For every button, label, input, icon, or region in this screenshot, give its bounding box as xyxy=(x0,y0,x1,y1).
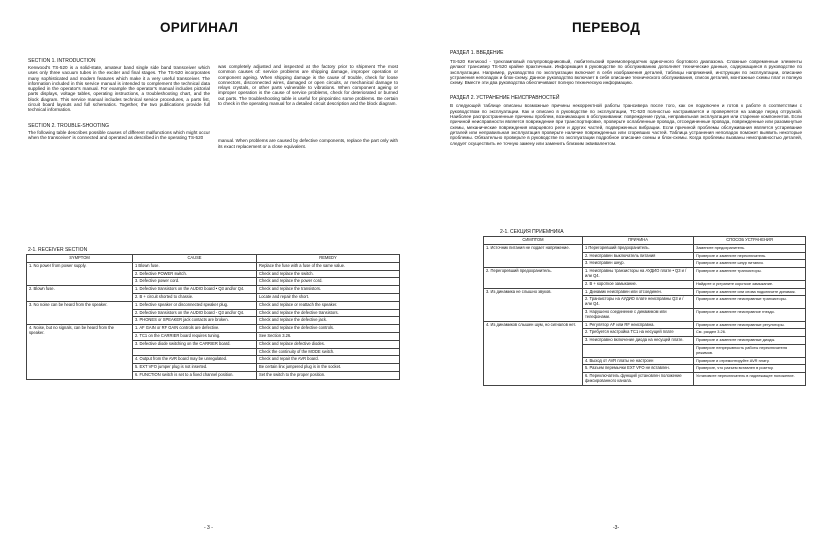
table-row xyxy=(27,301,400,309)
remedy-cell: Найдите и устраните короткое замыкание. xyxy=(694,280,806,288)
right-section2-text: В следующей таблице описаны возможные причины некорректной работы трансивера после того, как он подключен и готов к работе в соответствии с руководством по эксплуатации. Как и описано в руководстве по эксплуатации, TC-520 полностью настраивается и проверяется на заводе перед отгрузкой. Наиболее распространенные причины проблем, возникающих в обслуживании: повреждение груза, неправильная эксплуатация или старение компонентов. Если причиной неисправности является повреждение при транспортировке, проверьте ослабленные провода, отсоединенные провода, поврежденные или разомкнутые схемы, механические повреждения кварцевого реле и других частей, подверженных вибрации. Если причиной проблемы обслуживания является устаревание деталей или неправильная эксплуатация проверьте наличие поврежденных или сгоревших частей. Таблица устранения неполадок поможет выявить некоторые проблемы. Обязательно проверьте в руководстве по эксплуатации подробное описание схемы и блок-схемы. Когда проблемы вызваны неисправностью деталей, следует осуществить ее точную замену или заменить близким эквивалентом. xyxy=(450,103,802,146)
remedy-cell: Замените предохранитель. xyxy=(694,244,806,252)
cause-cell: 3. Defective diode switching on the CARRIER board. xyxy=(133,340,257,348)
cause-cell: 1 Blown fuse. xyxy=(133,262,257,270)
right-receiver-table xyxy=(483,236,806,386)
cause-cell: 3. Нарушено соединение с динамиком или телефонами. xyxy=(583,308,694,321)
cause-cell: 2. Defective transistors on the AUDIO board - Q3 and/or Q4. xyxy=(133,309,257,317)
remedy-cell: Проверьте непрерывность работы переключателя режимов. xyxy=(694,344,806,357)
right-table-title-text: 2-1. СЕКЦИЯ ПРИЕМНИКА xyxy=(500,229,564,235)
symptom-cell: 4. Noise, but no signals, can be heard from the speaker. xyxy=(27,325,133,380)
remedy-cell: Check and repair the AVR board. xyxy=(257,356,400,364)
remedy-cell: Проверьте и замените неисправные транзисторы. xyxy=(694,296,806,309)
remedy-cell: Locate and repair the short. xyxy=(257,293,400,301)
remedy-cell: Проверьте, что разъем вставлен в розетку. xyxy=(694,365,806,373)
translation-header: ПЕРЕВОД xyxy=(572,20,641,35)
right-section1-title: РАЗДЕЛ 1. ВВЕДЕНИЕ xyxy=(450,50,504,56)
cause-cell: 3. Неисправно включение диода на несущей плате. xyxy=(583,337,694,345)
cause-cell: 3. Defective power cord. xyxy=(133,278,257,286)
right-section1-text: TS-520 Kenwood - трехламповый полупроводниковый, любительский приемопередатчик одиночного бортового диапазона. Сложные современные элементы делают трансивер TS-520 крайне практичным. Информация в руководстве по обслуживанию дополняет технические данные, содержащиеся в руководстве по эксплуатации. Например, руководство по эксплуатации включает в себя изображения деталей, таблицы напряжений, инструкции по эксплуатации, описание устранения неполадок и блок-схему. Данное руководство включает в себя описание технического обслуживания, список деталей, монтажные схемы плат и полную схему. Вместе эти два руководства обеспечивают полную техническую информацию. xyxy=(450,59,802,86)
remedy-cell: Проверьте и замените неисправные регуляторы. xyxy=(694,321,806,329)
symptom-cell: 4. Из динамиков слышен шум, но сигналов нет. xyxy=(484,321,583,385)
remedy-cell: Check and replace the defective controls. xyxy=(257,325,400,333)
remedy-cell: Проверьте и замените транзисторы. xyxy=(694,268,806,281)
remedy-cell: Check and replace defective diodes. xyxy=(257,340,400,348)
remedy-cell: Set the switch to the proper position. xyxy=(257,371,400,379)
cause-cell: 4. Выход от AVR платы не настроен xyxy=(583,357,694,365)
remedy-cell: Check and replace the defective transistors. xyxy=(257,309,400,317)
table-row xyxy=(484,288,806,296)
cause-cell: 4. Output from the AVR board may be unregulated. xyxy=(133,356,257,364)
table-header-row xyxy=(27,255,400,263)
left-table-title-text: 2-1. RECEIVER SECTION xyxy=(28,247,88,253)
symptom-cell: 1. Источник питания не подает напряжение. xyxy=(484,244,583,267)
remedy-cell: Проверьте и замените переключатель. xyxy=(694,252,806,260)
left-section2-text-cont: manual. When problems are caused by defective components, replace the part only with its exact replacement or a close equivalent. xyxy=(218,138,398,149)
remedy-cell: See Section 3.26. xyxy=(257,332,400,340)
symptom-cell: 1. No power from power supply. xyxy=(27,262,133,285)
remedy-cell: Проверьте и замените неисправное гнездо. xyxy=(694,308,806,321)
table-row xyxy=(484,321,806,329)
header-cell: CAUSE xyxy=(133,255,257,263)
remedy-cell: Replace the fuse with a fuse of the same value. xyxy=(257,262,400,270)
left-receiver-table xyxy=(26,254,400,380)
remedy-cell: Проверьте и замените шнур питания. xyxy=(694,260,806,268)
remedy-cell: Check and replace the switch. xyxy=(257,270,400,278)
right-table-title xyxy=(500,229,564,236)
cause-cell: 3. Неисправен шнур. xyxy=(583,260,694,268)
remedy-cell: Check and replace or reattach the speaker. xyxy=(257,301,400,309)
header-cell: REMEDY xyxy=(257,255,400,263)
cause-cell: 3. PHONES or SPEAKER jack contacts are broken. xyxy=(133,317,257,325)
header-cell: SYMPTOM xyxy=(27,255,133,263)
symptom-cell: 3. No noise can be heard from the speaker. xyxy=(27,301,133,324)
cause-cell: 2. Неисправен выключатель питания xyxy=(583,252,694,260)
symptom-cell: 2. Blown fuse. xyxy=(27,286,133,302)
table-row xyxy=(27,325,400,333)
remedy-cell: Проверьте и отремонтируйте AVR плату. xyxy=(694,357,806,365)
cause-cell: 2. Транзисторы на АУДИО плате неисправны Q3 и / или Q4. xyxy=(583,296,694,309)
cause-cell: 2. TC1 on the CARRIER board requires tuning. xyxy=(133,332,257,340)
table-row xyxy=(484,268,806,281)
remedy-cell: Установите переключатель в надлежащее положение. xyxy=(694,373,806,386)
symptom-cell: 3. Из динамика не слышно звуков. xyxy=(484,288,583,321)
left-section2-title: SECTION 2. TROUBLE-SHOOTING xyxy=(28,122,110,129)
cause-cell: 1. Defective transistors on the AUDIO board • Q3 and/or Q4. xyxy=(133,286,257,294)
table-row xyxy=(27,286,400,294)
cause-cell: 2. Требуется настройка TC1 на несущей плате xyxy=(583,329,694,337)
remedy-cell: Check and replace the defective jack. xyxy=(257,317,400,325)
table-row xyxy=(27,262,400,270)
left-page-number: - 3 - xyxy=(204,525,213,531)
remedy-cell: См. раздел 3.26. xyxy=(694,329,806,337)
right-page-number: -3- xyxy=(613,525,620,531)
left-table-title xyxy=(28,247,87,254)
cause-cell: 1. Динамик неисправен или отсоединен. xyxy=(583,288,694,296)
remedy-cell: Be certain linx jumpered plug is in the socket. xyxy=(257,364,400,372)
table-header-row xyxy=(484,237,806,245)
remedy-cell: Check the continuity of the MODE switch. xyxy=(257,348,400,356)
table-row xyxy=(484,244,806,252)
left-intro-col1 xyxy=(28,58,210,140)
cause-cell: 5. EXT VFO jumper plug is not inserted. xyxy=(133,364,257,372)
header-cell: ПРИЧИНА xyxy=(583,237,694,245)
left-section2-text: The following table describes possible causes of different malfunctions which might occur when the transceiver' is connected and operated as described in the operating TS-520 xyxy=(28,129,210,140)
cause-cell: 1 Перегоревший предохранитель. xyxy=(583,244,694,252)
header-cell: СПОСОБ УСТРАНЕНИЯ xyxy=(694,237,806,245)
original-header: ОРИГИНАЛ xyxy=(160,20,239,35)
cause-cell: 1. Defective speaker or disconnected speaker plug. xyxy=(133,301,257,309)
remedy-cell: Проверьте и замените или снова подключите динамик. xyxy=(694,288,806,296)
cause-cell: 2. В + короткое замыкание. xyxy=(583,280,694,288)
cause-cell: 6. Переключатель функций установлен положение фиксированного канала. xyxy=(583,373,694,386)
cause-cell: 1. Регулятор AF или RF неисправна. xyxy=(583,321,694,329)
right-section2-title: РАЗДЕЛ 2. УСТРАНЕНИЕ НЕИСПРАВНОСТЕЙ xyxy=(450,95,560,102)
cause-cell: 5. Разъем перемычки EXT VFO не вставлен. xyxy=(583,365,694,373)
symptom-cell: 2. Перегоревший предохранитель. xyxy=(484,268,583,288)
cause-cell: 2. B + circuit shorted to chassie. xyxy=(133,293,257,301)
cause-cell xyxy=(133,348,257,356)
cause-cell: 1. AF GAIN or RF GAIN controls are defective. xyxy=(133,325,257,333)
left-intro-col2 xyxy=(218,64,398,149)
left-section1-text: Kenwood's TS-520 is a solid-state, amateur band single side band transceiver which uses only three vacuum tubes in the exciter and final stages. The TS-520 incorporates many sophisticated and modern features which make it a very useful transceiver. The information included in this service manual is intended to complement the technical data supplied in the operator's manual. For example the operator's manual includes pictorial parts displays, voltage tables, operating instructions, a troubleshooting chart, and the block diagram. This service manual includes technical service procedures, a parts list, circuit board layouts and full schematics. Together, the two publications provide full technical information. xyxy=(28,65,210,113)
header-cell: СИМПТОМ xyxy=(484,237,583,245)
left-section1-text-cont: was completely adjusted and inspected at the factory prior to shipment The most common causes of: service problems are shipping damage, improper operation or component ageing. When shipping damage is the cause of trouble, check for loose connectors, disconnected wires, damaged or open circuits, ar mechanical damage to relays crystals, or other parts vulnerable to vibrations. When component ageing or improper operation is the cause of service problems, check for deteriorated or burned out parts. The troubleshooting table is useful for pinpointinc some problems. Be certain to check in the operating manual for a detailed circuit description and the block diagram. xyxy=(218,64,398,107)
cause-cell: 6. FUNCTION switch is set to a fixed channel position. xyxy=(133,371,257,379)
remedy-cell: Check and replace the power cord. xyxy=(257,278,400,286)
right-intro xyxy=(450,50,802,146)
remedy-cell: Check and replace the transistors. xyxy=(257,286,400,294)
cause-cell: 1. Неисправны транзисторы на АУДИО плате • Q3 и / или Q4. xyxy=(583,268,694,281)
cause-cell: 2. Defective POWER switch. xyxy=(133,270,257,278)
left-section1-title: SECTION 1. INTRODUCTION xyxy=(28,58,96,64)
remedy-cell: Проверьте и замените неисправные диоды. xyxy=(694,337,806,345)
cause-cell xyxy=(583,344,694,357)
